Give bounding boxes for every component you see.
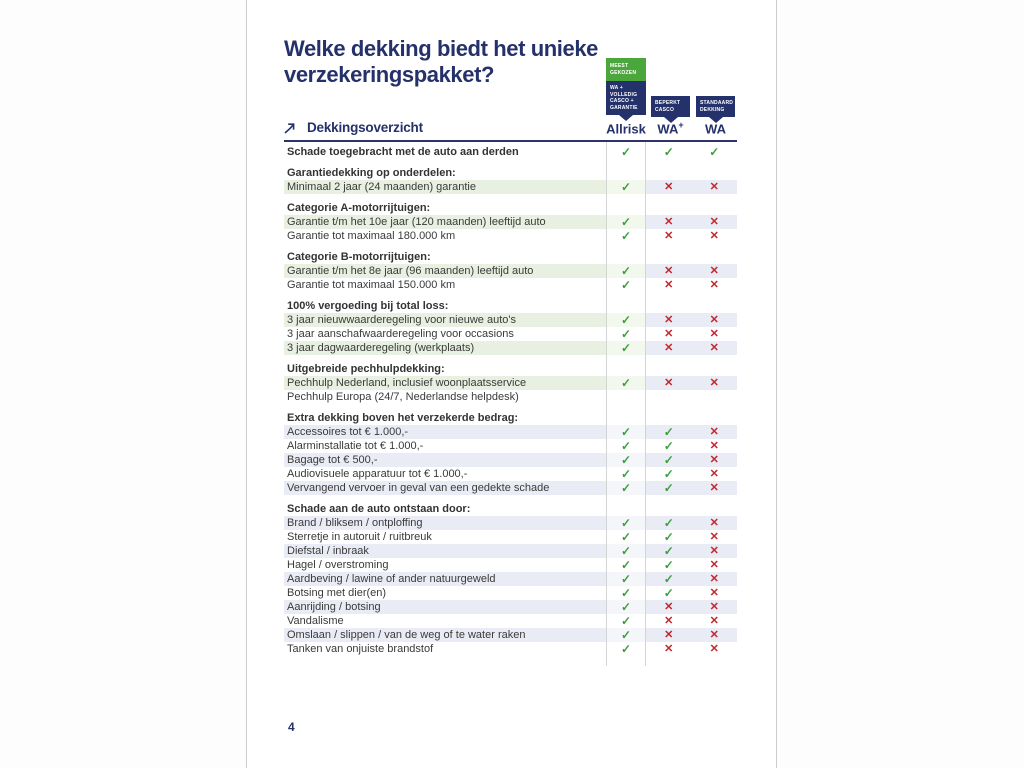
table-row <box>284 229 737 243</box>
cells-wa-columns <box>646 558 737 572</box>
cells-wa-columns <box>646 481 737 495</box>
table-row <box>284 530 737 544</box>
table-row <box>284 264 737 278</box>
check-icon: ✓ <box>663 453 674 467</box>
row-label: Alarminstallatie tot € 1.000,- <box>287 440 424 452</box>
cross-icon: ✕ <box>709 643 719 655</box>
cell-allrisk <box>606 586 646 600</box>
cell-wa <box>692 467 738 481</box>
check-icon: ✓ <box>620 467 632 481</box>
cells-wa-columns <box>646 530 737 544</box>
cell-wa <box>692 278 738 292</box>
row-label: Pechhulp Europa (24/7, Nederlandse helpdesk) <box>287 391 519 403</box>
row-label: 3 jaar nieuwwaarderegeling voor nieuwe auto's <box>284 313 606 327</box>
cell-allrisk <box>606 614 646 628</box>
table-row <box>284 642 737 656</box>
cell-wa <box>692 558 738 572</box>
check-icon: ✓ <box>620 516 632 530</box>
cell-allrisk <box>606 572 646 586</box>
check-icon: ✓ <box>620 229 632 243</box>
cell-wa <box>692 481 738 495</box>
cells-wa-columns <box>646 425 737 439</box>
check-icon: ✓ <box>620 439 632 453</box>
row-label: Aanrijding / botsing <box>284 600 606 614</box>
check-icon: ✓ <box>620 642 632 656</box>
section-header-row: 100% vergoeding bij total loss: <box>287 300 449 312</box>
cross-icon: ✕ <box>664 615 674 627</box>
page-title-line1: Welke dekking biedt het unieke <box>284 36 599 61</box>
cell-wa-plus <box>646 341 692 355</box>
check-icon: ✓ <box>663 145 674 159</box>
section-header-row: Extra dekking boven het verzekerde bedrag: <box>287 412 519 424</box>
cell-allrisk <box>606 264 646 278</box>
cell-allrisk <box>606 530 646 544</box>
cell-wa <box>692 600 738 614</box>
row-label: Sterretje in autoruit / ruitbreuk <box>287 531 432 543</box>
table-row <box>284 313 737 327</box>
cells-wa-columns <box>646 327 737 341</box>
cells-wa-columns <box>646 264 737 278</box>
table-row <box>284 467 737 481</box>
section-header-row: Categorie A-motorrijtuigen: <box>287 202 431 214</box>
cross-icon: ✕ <box>709 328 719 340</box>
cross-icon: ✕ <box>664 314 674 326</box>
cell-wa-plus <box>646 600 692 614</box>
cells-wa-columns <box>646 341 737 355</box>
badge-line: GEKOZEN <box>610 69 637 76</box>
table-row <box>284 600 737 614</box>
row-label: Brand / bliksem / ontploffing <box>284 516 606 530</box>
cell-allrisk <box>606 278 646 292</box>
cells-wa-columns <box>646 614 737 628</box>
badge-line: DEKKING <box>700 106 725 113</box>
cell-wa <box>692 229 738 243</box>
cross-icon: ✕ <box>664 230 674 242</box>
cell-wa-plus <box>646 215 692 229</box>
cell-wa <box>692 544 738 558</box>
cell-wa <box>692 264 738 278</box>
row-label: Garantie tot maximaal 150.000 km <box>287 279 456 291</box>
cell-allrisk <box>606 439 646 453</box>
cross-icon: ✕ <box>709 230 719 242</box>
badge-allrisk-text <box>606 81 646 115</box>
cell-wa-plus <box>646 439 692 453</box>
cell-wa-plus <box>646 467 692 481</box>
row-label: Audiovisuele apparatuur tot € 1.000,- <box>287 468 468 480</box>
cell-wa-plus <box>646 558 692 572</box>
cell-allrisk <box>606 600 646 614</box>
check-icon: ✓ <box>620 425 632 439</box>
cells-wa-columns <box>646 313 737 327</box>
cell-allrisk <box>606 628 646 642</box>
cell-wa <box>692 327 738 341</box>
cell-allrisk <box>606 390 646 404</box>
cell-wa-plus <box>646 229 692 243</box>
cell-wa-plus <box>646 642 692 656</box>
cross-icon: ✕ <box>709 531 719 543</box>
cell-wa <box>692 516 738 530</box>
badge-line: VOLLEDIG <box>610 91 638 98</box>
cell-wa-plus <box>646 516 692 530</box>
check-icon: ✓ <box>620 628 632 642</box>
cross-icon: ✕ <box>664 181 674 193</box>
table-row <box>284 481 737 495</box>
check-icon: ✓ <box>663 439 674 453</box>
cell-wa <box>692 390 738 404</box>
cell-wa-plus <box>646 530 692 544</box>
table-row <box>284 453 737 467</box>
cell-wa <box>692 145 738 159</box>
row-label: Garantie t/m het 8e jaar (96 maanden) leeftijd auto <box>284 264 606 278</box>
cross-icon: ✕ <box>709 265 719 277</box>
check-icon: ✓ <box>620 558 632 572</box>
check-icon: ✓ <box>663 558 674 572</box>
cell-wa <box>692 572 738 586</box>
check-icon: ✓ <box>620 614 632 628</box>
badge-meest-gekozen <box>606 58 646 81</box>
row-label: 3 jaar aanschafwaarderegeling voor occasions <box>287 328 514 340</box>
cell-wa-plus <box>646 376 692 390</box>
row-label: Vervangend vervoer in geval van een gedekte schade <box>284 481 606 495</box>
check-icon: ✓ <box>663 467 674 481</box>
cell-allrisk <box>606 642 646 656</box>
cross-icon: ✕ <box>664 601 674 613</box>
badge-line: CASCO + <box>610 98 634 104</box>
cell-wa-plus <box>646 572 692 586</box>
cross-icon: ✕ <box>709 517 719 529</box>
arrow-up-right-icon <box>282 121 296 135</box>
section-header-row: Garantiedekking op onderdelen: <box>287 167 456 179</box>
document-page <box>246 0 777 768</box>
cross-icon: ✕ <box>709 181 719 193</box>
table-row <box>284 376 737 390</box>
row-label: Omslaan / slippen / van de weg of te water raken <box>284 628 606 642</box>
cell-allrisk <box>606 313 646 327</box>
cell-allrisk <box>606 481 646 495</box>
check-icon: ✓ <box>620 341 632 355</box>
cross-icon: ✕ <box>709 440 719 452</box>
cross-icon: ✕ <box>664 342 674 354</box>
cell-wa <box>692 439 738 453</box>
cross-icon: ✕ <box>709 629 719 641</box>
cells-wa-columns <box>646 628 737 642</box>
row-label: Vandalisme <box>287 615 344 627</box>
table-row <box>284 544 737 558</box>
cell-wa-plus <box>646 327 692 341</box>
row-label: Diefstal / inbraak <box>284 544 606 558</box>
row-label: Hagel / overstroming <box>287 559 389 571</box>
cell-wa-plus <box>646 481 692 495</box>
cell-wa-plus <box>646 145 692 159</box>
check-icon: ✓ <box>620 278 632 292</box>
cross-icon: ✕ <box>709 468 719 480</box>
check-icon: ✓ <box>620 215 632 229</box>
badge-line: MEEST <box>610 63 629 69</box>
cell-wa-plus <box>646 544 692 558</box>
row-label: Botsing met dier(en) <box>287 587 387 599</box>
column-header-wa-plus: WA+ <box>657 120 684 137</box>
cross-icon: ✕ <box>709 559 719 571</box>
cross-icon: ✕ <box>664 643 674 655</box>
cells-wa-columns <box>646 453 737 467</box>
cells-wa-columns <box>646 376 737 390</box>
table-row <box>284 145 737 159</box>
section-header-row: Categorie B-motorrijtuigen: <box>287 251 431 263</box>
check-icon: ✓ <box>620 530 632 544</box>
cells-wa-columns <box>646 544 737 558</box>
check-icon: ✓ <box>620 145 632 159</box>
cross-icon: ✕ <box>709 601 719 613</box>
cell-allrisk <box>606 145 646 159</box>
cell-wa <box>692 376 738 390</box>
check-icon: ✓ <box>620 376 632 390</box>
badge-line: WA + <box>610 85 623 91</box>
cell-wa-plus <box>646 390 692 404</box>
page-title-line2: verzekeringspakket? <box>284 62 495 87</box>
check-icon: ✓ <box>663 481 674 495</box>
page-content <box>284 0 737 768</box>
cell-wa-plus <box>646 264 692 278</box>
row-label: Tanken van onjuiste brandstof <box>287 643 434 655</box>
cells-wa-columns <box>646 600 737 614</box>
cells-wa-columns <box>646 390 737 404</box>
page-title <box>284 36 598 88</box>
check-icon: ✓ <box>663 544 674 558</box>
badge-line: BEPERKT <box>655 100 681 106</box>
check-icon: ✓ <box>620 481 632 495</box>
cross-icon: ✕ <box>709 342 719 354</box>
page-number: 4 <box>288 720 295 734</box>
cross-icon: ✕ <box>664 265 674 277</box>
cross-icon: ✕ <box>709 482 719 494</box>
cell-wa-plus <box>646 628 692 642</box>
table-row <box>284 278 737 292</box>
cell-allrisk <box>606 376 646 390</box>
cells-wa-columns <box>646 215 737 229</box>
table-row <box>284 425 737 439</box>
cell-allrisk <box>606 341 646 355</box>
section-header-row: Schade aan de auto ontstaan door: <box>287 503 471 515</box>
badge-wa-plus-text <box>651 96 690 117</box>
badge-line: GARANTIE <box>610 104 638 111</box>
badge-line: CASCO <box>655 106 675 113</box>
cell-wa-plus <box>646 425 692 439</box>
cell-wa <box>692 425 738 439</box>
table-title: Dekkingsoverzicht <box>307 120 423 135</box>
check-icon: ✓ <box>620 572 632 586</box>
cell-wa <box>692 586 738 600</box>
table-row <box>284 180 737 194</box>
cell-wa <box>692 313 738 327</box>
cross-icon: ✕ <box>709 314 719 326</box>
cell-allrisk <box>606 327 646 341</box>
cell-allrisk <box>606 180 646 194</box>
cross-icon: ✕ <box>709 279 719 291</box>
cross-icon: ✕ <box>709 615 719 627</box>
cell-wa <box>692 453 738 467</box>
cross-icon: ✕ <box>664 629 674 641</box>
cells-wa-columns <box>646 229 737 243</box>
badge-allrisk <box>606 58 646 121</box>
cell-wa-plus <box>646 453 692 467</box>
cell-allrisk <box>606 425 646 439</box>
table-row <box>284 586 737 600</box>
table-row <box>284 572 737 586</box>
check-icon: ✓ <box>663 516 674 530</box>
column-header-allrisk: Allrisk <box>606 121 646 137</box>
coverage-table-body <box>284 145 737 656</box>
check-icon: ✓ <box>709 145 720 159</box>
cell-wa-plus <box>646 180 692 194</box>
cells-wa-columns <box>646 439 737 453</box>
check-icon: ✓ <box>620 600 632 614</box>
cell-wa-plus <box>646 278 692 292</box>
cells-wa-columns <box>646 180 737 194</box>
row-label: Garantie t/m het 10e jaar (120 maanden) leeftijd auto <box>284 215 606 229</box>
row-label: 3 jaar dagwaarderegeling (werkplaats) <box>284 341 606 355</box>
cross-icon: ✕ <box>709 426 719 438</box>
row-label: Aardbeving / lawine of ander natuurgeweld <box>284 572 606 586</box>
row-label: Pechhulp Nederland, inclusief woonplaatsservice <box>284 376 606 390</box>
cells-wa-columns <box>646 278 737 292</box>
cell-allrisk <box>606 558 646 572</box>
cells-wa-columns <box>646 572 737 586</box>
column-header-wa: WA <box>705 121 726 137</box>
table-row <box>284 327 737 341</box>
table-row <box>284 439 737 453</box>
check-icon: ✓ <box>620 313 632 327</box>
check-icon: ✓ <box>663 586 674 600</box>
row-label: Accessoires tot € 1.000,- <box>284 425 606 439</box>
cells-wa-columns <box>646 145 737 159</box>
table-row <box>284 516 737 530</box>
cells-wa-columns <box>646 586 737 600</box>
cell-wa <box>692 180 738 194</box>
check-icon: ✓ <box>620 264 632 278</box>
badge-wa-text <box>696 96 735 117</box>
cross-icon: ✕ <box>664 328 674 340</box>
cross-icon: ✕ <box>709 587 719 599</box>
check-icon: ✓ <box>620 327 632 341</box>
header-divider <box>284 140 737 142</box>
cross-icon: ✕ <box>664 216 674 228</box>
cell-wa-plus <box>646 586 692 600</box>
cell-wa-plus <box>646 614 692 628</box>
check-icon: ✓ <box>620 180 632 194</box>
badge-line: STANDAARD <box>700 100 734 106</box>
cell-allrisk <box>606 229 646 243</box>
check-icon: ✓ <box>663 530 674 544</box>
cross-icon: ✕ <box>664 377 674 389</box>
check-icon: ✓ <box>620 453 632 467</box>
row-label: Minimaal 2 jaar (24 maanden) garantie <box>284 180 606 194</box>
row-label: Garantie tot maximaal 180.000 km <box>287 230 456 242</box>
cells-wa-columns <box>646 642 737 656</box>
cross-icon: ✕ <box>709 216 719 228</box>
row-label: Bagage tot € 500,- <box>284 453 606 467</box>
table-row <box>284 390 737 404</box>
cross-icon: ✕ <box>709 377 719 389</box>
cell-allrisk <box>606 215 646 229</box>
check-icon: ✓ <box>620 586 632 600</box>
check-icon: ✓ <box>663 425 674 439</box>
check-icon: ✓ <box>620 544 632 558</box>
cell-wa <box>692 530 738 544</box>
cell-wa <box>692 642 738 656</box>
cell-wa <box>692 628 738 642</box>
cells-wa-columns <box>646 467 737 481</box>
cell-wa <box>692 614 738 628</box>
cross-icon: ✕ <box>664 279 674 291</box>
cells-wa-columns <box>646 516 737 530</box>
cross-icon: ✕ <box>709 454 719 466</box>
check-icon: ✓ <box>663 572 674 586</box>
cross-icon: ✕ <box>709 545 719 557</box>
cell-wa <box>692 341 738 355</box>
cross-icon: ✕ <box>709 573 719 585</box>
table-header <box>284 119 737 139</box>
cell-allrisk <box>606 544 646 558</box>
table-row <box>284 341 737 355</box>
cell-allrisk <box>606 453 646 467</box>
table-row <box>284 628 737 642</box>
section-header-row: Uitgebreide pechhulpdekking: <box>287 363 445 375</box>
cell-wa-plus <box>646 313 692 327</box>
table-row <box>284 215 737 229</box>
table-row <box>284 558 737 572</box>
cell-wa <box>692 215 738 229</box>
cell-allrisk <box>606 516 646 530</box>
table-row <box>284 614 737 628</box>
row-label: Schade toegebracht met de auto aan derden <box>287 146 519 158</box>
cell-allrisk <box>606 467 646 481</box>
